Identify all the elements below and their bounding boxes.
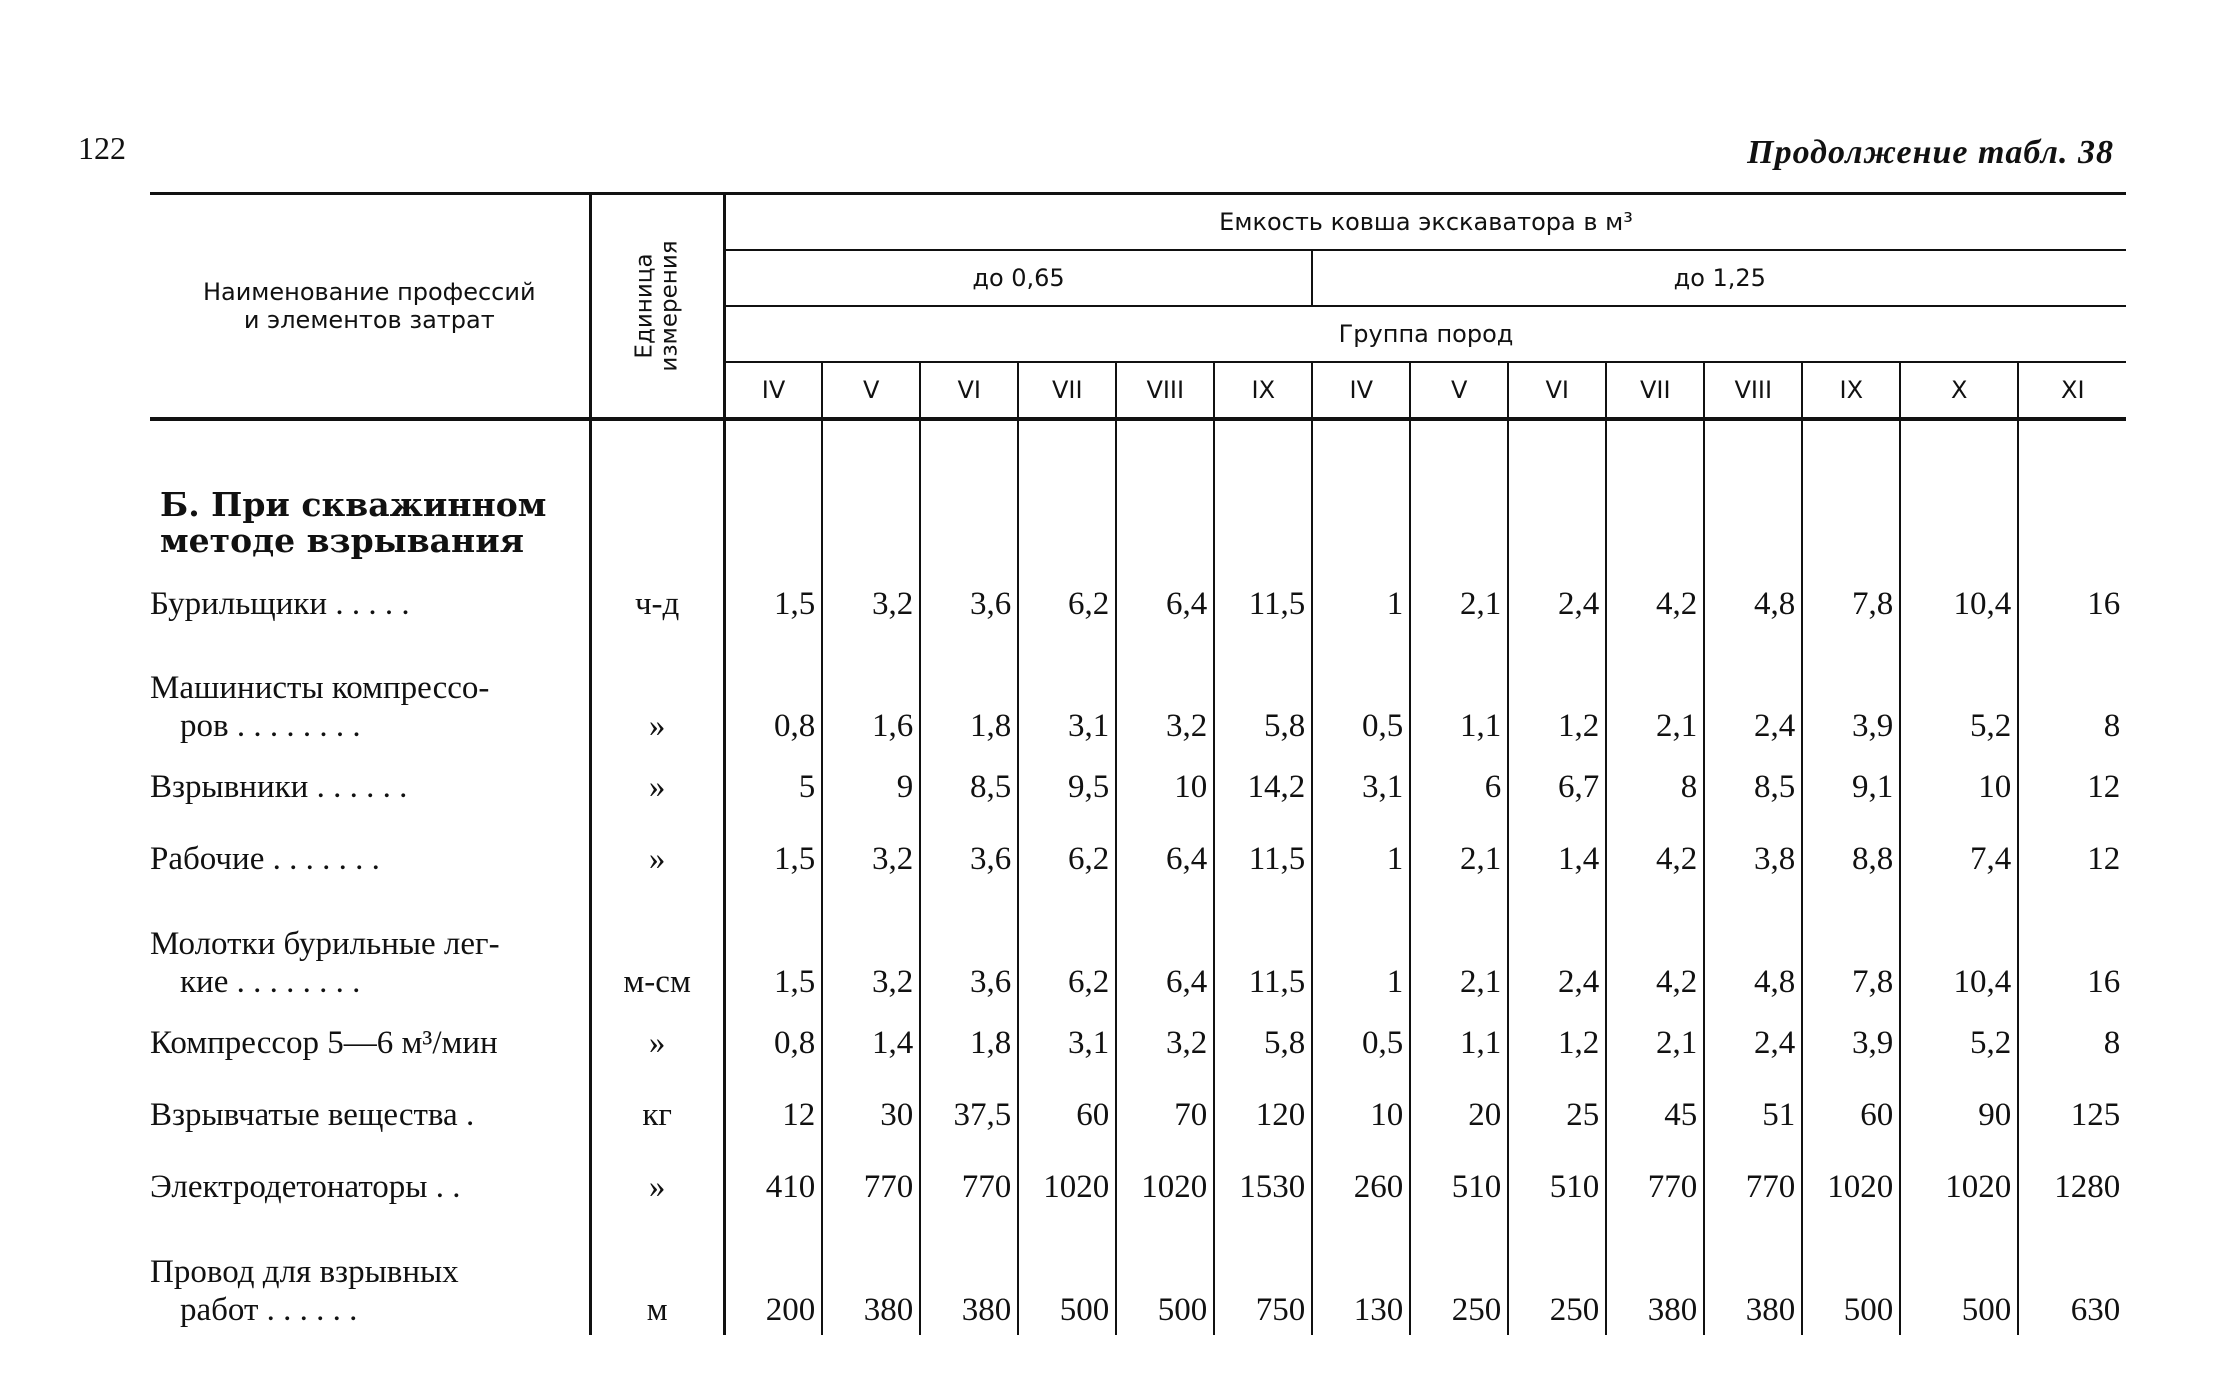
section-title: Б. При скважинном методе взрывания	[160, 485, 547, 560]
value-cell: 770	[920, 1151, 1018, 1223]
value-cell: 1,4	[822, 1007, 920, 1079]
table-row	[150, 1079, 2126, 1151]
value-cell: 770	[1606, 1151, 1704, 1223]
value-cell: 2,1	[1606, 639, 1704, 751]
row-name: Электродетонаторы . .	[150, 1169, 461, 1205]
table-row	[150, 639, 2126, 751]
row-unit: »	[590, 1007, 724, 1079]
value-cell: 2,4	[1704, 639, 1802, 751]
value-cell: 3,2	[822, 569, 920, 639]
value-cell: 5,2	[1900, 639, 2018, 751]
value-cell: 3,2	[1116, 639, 1214, 751]
row-name: Взрывники . . . . . .	[150, 769, 408, 805]
value-cell: 3,9	[1802, 1007, 1900, 1079]
value-cell: 6,4	[1116, 569, 1214, 639]
value-cell: 2,4	[1508, 569, 1606, 639]
value-cell: 1,4	[1508, 823, 1606, 895]
value-cell: 0,5	[1312, 639, 1410, 751]
value-cell: 3,8	[1704, 823, 1802, 895]
value-cell: 1280	[2018, 1151, 2126, 1223]
value-cell: 200	[765, 1292, 816, 1328]
value-cell: 8,5	[920, 751, 1018, 823]
value-cell: 770	[822, 1151, 920, 1223]
value-cell: 1,1	[1410, 639, 1508, 751]
table-row	[150, 823, 2126, 895]
row-unit: »	[590, 639, 724, 751]
value-cell: 60	[1802, 1079, 1900, 1151]
value-cell: 500	[1018, 1223, 1116, 1335]
value-cell: 3,1	[1018, 639, 1116, 751]
row-name: Компрессор 5—6 м³/мин	[150, 1025, 498, 1061]
value-cell: 2,1	[1410, 895, 1508, 1007]
value-cell: 8	[1606, 751, 1704, 823]
rock-group-col-9: VII	[1606, 362, 1704, 419]
rock-group-col-3: VII	[1018, 362, 1116, 419]
value-cell: 1530	[1214, 1151, 1312, 1223]
value-cell: 1,2	[1508, 639, 1606, 751]
table-row	[150, 1151, 2126, 1223]
value-cell: 6,2	[1018, 823, 1116, 895]
value-cell: 2,4	[1704, 1007, 1802, 1079]
row-unit: »	[590, 823, 724, 895]
rock-group-col-1: V	[822, 362, 920, 419]
value-cell: 12	[2018, 751, 2126, 823]
value-cell: 5,8	[1214, 639, 1312, 751]
row-name: Машинисты компрессо- ров . . . . . . . .	[150, 670, 490, 744]
value-cell: 45	[1606, 1079, 1704, 1151]
value-cell: 3,6	[920, 823, 1018, 895]
value-cell: 1	[1312, 569, 1410, 639]
rock-group-col-5: IX	[1214, 362, 1312, 419]
value-cell: 70	[1116, 1079, 1214, 1151]
value-cell: 10	[1900, 751, 2018, 823]
rock-group-col-10: VIII	[1704, 362, 1802, 419]
value-cell: 51	[1704, 1079, 1802, 1151]
norms-table	[150, 192, 2126, 1335]
value-cell: 8	[2018, 639, 2126, 751]
capacity-header: Емкость ковша экскаватора в м³	[724, 194, 2126, 251]
value-cell: 1020	[1802, 1151, 1900, 1223]
value-cell: 6,4	[1116, 895, 1214, 1007]
value-cell: 500	[1900, 1223, 2018, 1335]
value-cell: 8,5	[1704, 751, 1802, 823]
page-number: 122	[78, 130, 126, 166]
value-cell: 3,1	[1312, 751, 1410, 823]
rock-group-col-8: VI	[1508, 362, 1606, 419]
value-cell: 120	[1214, 1079, 1312, 1151]
row-unit: »	[590, 751, 724, 823]
row-unit: м	[590, 1223, 724, 1335]
table-continuation-title: Продолжение табл. 38	[1747, 134, 2114, 171]
value-cell: 4,8	[1704, 895, 1802, 1007]
value-cell: 500	[1802, 1223, 1900, 1335]
table-row	[150, 751, 2126, 823]
rock-group-col-2: VI	[920, 362, 1018, 419]
row-unit: »	[590, 1151, 724, 1223]
value-cell: 6,7	[1508, 751, 1606, 823]
rock-group-col-6: IV	[1312, 362, 1410, 419]
capacity-group-b: до 1,25	[1312, 250, 2126, 306]
row-unit: ч-д	[590, 569, 724, 639]
value-cell: 9,5	[1018, 751, 1116, 823]
rock-group-col-7: V	[1410, 362, 1508, 419]
row-name: Молотки бурильные лег- кие . . . . . . . .	[150, 926, 500, 1000]
value-cell: 1	[1312, 895, 1410, 1007]
value-cell: 510	[1410, 1151, 1508, 1223]
value-cell: 0,8	[774, 708, 816, 744]
value-cell: 2,4	[1508, 895, 1606, 1007]
value-cell: 3,2	[1116, 1007, 1214, 1079]
value-cell: 3,6	[920, 569, 1018, 639]
rock-group-col-0: IV	[724, 362, 822, 419]
value-cell: 90	[1900, 1079, 2018, 1151]
value-cell: 10	[1312, 1079, 1410, 1151]
value-cell: 4,2	[1606, 569, 1704, 639]
value-cell: 410	[765, 1168, 816, 1205]
value-cell: 12	[2018, 823, 2126, 895]
value-cell: 3,2	[822, 895, 920, 1007]
value-cell: 14,2	[1214, 751, 1312, 823]
value-cell: 770	[1704, 1151, 1802, 1223]
row-name: Провод для взрывных работ . . . . . .	[150, 1254, 459, 1328]
value-cell: 6,2	[1018, 569, 1116, 639]
row-name: Бурильщики . . . . .	[150, 586, 410, 622]
value-cell: 6	[1410, 751, 1508, 823]
row-unit: м-см	[590, 895, 724, 1007]
value-cell: 250	[1508, 1223, 1606, 1335]
value-cell: 2,1	[1410, 569, 1508, 639]
value-cell: 1020	[1018, 1151, 1116, 1223]
value-cell: 250	[1410, 1223, 1508, 1335]
value-cell: 1	[1312, 823, 1410, 895]
value-cell: 60	[1018, 1079, 1116, 1151]
value-cell: 6,4	[1116, 823, 1214, 895]
value-cell: 4,2	[1606, 895, 1704, 1007]
value-cell: 750	[1214, 1223, 1312, 1335]
value-cell: 7,8	[1802, 569, 1900, 639]
rock-group-col-11: IX	[1802, 362, 1900, 419]
value-cell: 500	[1116, 1223, 1214, 1335]
value-cell: 2,1	[1606, 1007, 1704, 1079]
row-name: Рабочие . . . . . . .	[150, 841, 380, 877]
row-name: Взрывчатые вещества .	[150, 1097, 475, 1133]
value-cell: 9	[822, 751, 920, 823]
value-cell: 0,8	[774, 1024, 816, 1061]
value-cell: 1,5	[774, 964, 816, 1000]
value-cell: 125	[2018, 1079, 2126, 1151]
table-row	[150, 895, 2126, 1007]
value-cell: 1,5	[774, 840, 816, 877]
value-cell: 5,8	[1214, 1007, 1312, 1079]
value-cell: 16	[2018, 569, 2126, 639]
value-cell: 1020	[1900, 1151, 2018, 1223]
value-cell: 8	[2018, 1007, 2126, 1079]
value-cell: 10,4	[1900, 895, 2018, 1007]
capacity-group-a: до 0,65	[724, 250, 1312, 306]
rock-group-col-13: XI	[2018, 362, 2126, 419]
value-cell: 3,9	[1802, 639, 1900, 751]
value-cell: 510	[1508, 1151, 1606, 1223]
value-cell: 1,1	[1410, 1007, 1508, 1079]
value-cell: 380	[920, 1223, 1018, 1335]
value-cell: 11,5	[1214, 895, 1312, 1007]
table-row	[150, 1007, 2126, 1079]
name-column-header: Наименование профессий и элементов затрат	[150, 194, 590, 420]
value-cell: 380	[1704, 1223, 1802, 1335]
value-cell: 4,2	[1606, 823, 1704, 895]
value-cell: 0,5	[1312, 1007, 1410, 1079]
rock-group-col-4: VIII	[1116, 362, 1214, 419]
value-cell: 5	[798, 768, 816, 805]
value-cell: 3,2	[822, 823, 920, 895]
unit-column-header: Единица измерения	[590, 194, 724, 420]
value-cell: 25	[1508, 1079, 1606, 1151]
table-row	[150, 569, 2126, 639]
value-cell: 3,1	[1018, 1007, 1116, 1079]
value-cell: 11,5	[1214, 823, 1312, 895]
value-cell: 380	[822, 1223, 920, 1335]
value-cell: 1,5	[774, 585, 816, 622]
value-cell: 7,8	[1802, 895, 1900, 1007]
value-cell: 8,8	[1802, 823, 1900, 895]
value-cell: 4,8	[1704, 569, 1802, 639]
rock-group-col-12: X	[1900, 362, 2018, 419]
value-cell: 37,5	[920, 1079, 1018, 1151]
value-cell: 11,5	[1214, 569, 1312, 639]
value-cell: 260	[1312, 1151, 1410, 1223]
value-cell: 1,8	[920, 639, 1018, 751]
value-cell: 5,2	[1900, 1007, 2018, 1079]
value-cell: 12	[782, 1096, 816, 1133]
value-cell: 380	[1606, 1223, 1704, 1335]
value-cell: 630	[2018, 1223, 2126, 1335]
value-cell: 9,1	[1802, 751, 1900, 823]
value-cell: 1,2	[1508, 1007, 1606, 1079]
value-cell: 16	[2018, 895, 2126, 1007]
table-row	[150, 1223, 2126, 1335]
row-unit: кг	[590, 1079, 724, 1151]
value-cell: 10	[1116, 751, 1214, 823]
value-cell: 7,4	[1900, 823, 2018, 895]
value-cell: 3,6	[920, 895, 1018, 1007]
value-cell: 6,2	[1018, 895, 1116, 1007]
value-cell: 1,8	[920, 1007, 1018, 1079]
rock-group-header: Группа пород	[724, 306, 2126, 362]
value-cell: 30	[822, 1079, 920, 1151]
value-cell: 130	[1312, 1223, 1410, 1335]
value-cell: 20	[1410, 1079, 1508, 1151]
value-cell: 1020	[1116, 1151, 1214, 1223]
value-cell: 1,6	[822, 639, 920, 751]
value-cell: 10,4	[1900, 569, 2018, 639]
value-cell: 2,1	[1410, 823, 1508, 895]
